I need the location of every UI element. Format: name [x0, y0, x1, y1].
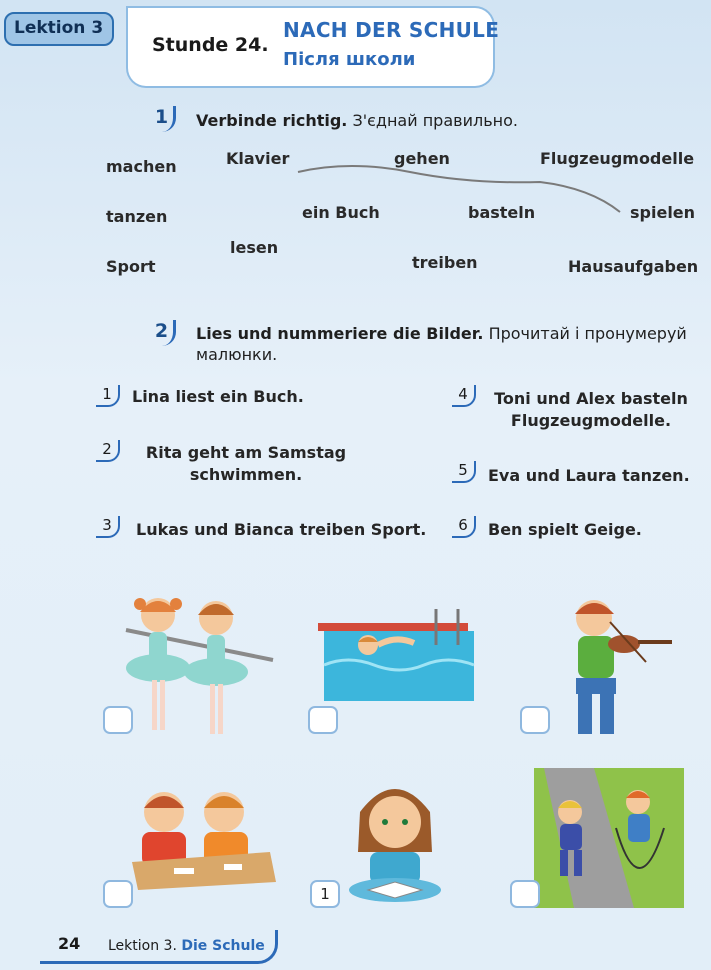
sentence-number: 2 [96, 440, 120, 462]
sentence-number: 3 [96, 516, 120, 538]
page-title: NACH DER SCHULE [283, 18, 500, 42]
word-tile[interactable]: ein Buch [302, 203, 380, 222]
exercise-instruction [196, 110, 518, 131]
answer-box[interactable] [308, 706, 338, 734]
page-number: 24 [58, 934, 81, 953]
reading-girl-illustration [340, 772, 450, 908]
exercise-instruction [196, 323, 706, 365]
ballet-girls-illustration [118, 590, 278, 740]
word-tile[interactable]: treiben [412, 253, 478, 272]
sentence-text: Lukas und Bianca treiben Sport. [136, 520, 427, 539]
word-tile[interactable]: Klavier [226, 149, 290, 168]
connecting-line [290, 160, 630, 220]
sentence-text: Toni und Alex basteln Flugzeugmodelle. [494, 389, 688, 430]
word-tile[interactable]: spielen [630, 203, 696, 222]
word-tile[interactable]: lesen [230, 238, 279, 257]
lesson-number: Stunde 24. [152, 34, 269, 56]
answer-box[interactable] [103, 706, 133, 734]
word-tile[interactable]: basteln [468, 203, 536, 222]
word-tile[interactable]: Sport [106, 257, 156, 276]
lesson-badge [4, 12, 114, 46]
sentence-number: 6 [452, 516, 476, 538]
word-tile[interactable]: gehen [394, 149, 450, 168]
sentence-number: 4 [452, 385, 476, 407]
word-tile[interactable]: tanzen [106, 207, 168, 226]
footer-lesson-prefix: Lektion 3. [108, 938, 177, 954]
sentence-text: Ben spielt Geige. [488, 520, 642, 539]
instruction-uk: З'єднай правильно. [352, 111, 518, 130]
answer-box[interactable] [510, 880, 540, 908]
sentence-text: Rita geht am Samstag schwimmen. [145, 443, 347, 484]
word-tile[interactable]: machen [106, 157, 177, 176]
running-kids-illustration [534, 768, 684, 908]
answer-box[interactable] [520, 706, 550, 734]
lesson-badge-label: Lektion 3 [14, 18, 104, 38]
sentence-text: Lina liest ein Buch. [132, 387, 304, 406]
word-tile[interactable]: Flugzeugmodelle [540, 149, 695, 168]
page-subtitle: Після школи [283, 49, 416, 70]
answer-box[interactable]: 1 [310, 880, 340, 908]
exercise-number: 2 [150, 320, 176, 346]
swimming-illustration [318, 605, 484, 705]
sentence-number: 5 [452, 461, 476, 483]
exercise-number: 1 [150, 106, 176, 132]
instruction-de: Lies und nummeriere die Bilder. [196, 324, 484, 343]
instruction-uk: Прочитай і пронумеруй малюнки. [196, 324, 687, 364]
word-tile[interactable]: Hausaufgaben [568, 257, 699, 276]
instruction-de: Verbinde richtig. [196, 111, 348, 130]
sentence-text: Eva und Laura tanzen. [488, 466, 690, 485]
violin-boy-illustration [554, 592, 674, 742]
footer-lesson-title: Die Schule [181, 938, 265, 954]
sentence-number: 1 [96, 385, 120, 407]
modelling-boys-illustration [124, 782, 280, 892]
footer-lesson [108, 938, 265, 954]
answer-box[interactable] [103, 880, 133, 908]
